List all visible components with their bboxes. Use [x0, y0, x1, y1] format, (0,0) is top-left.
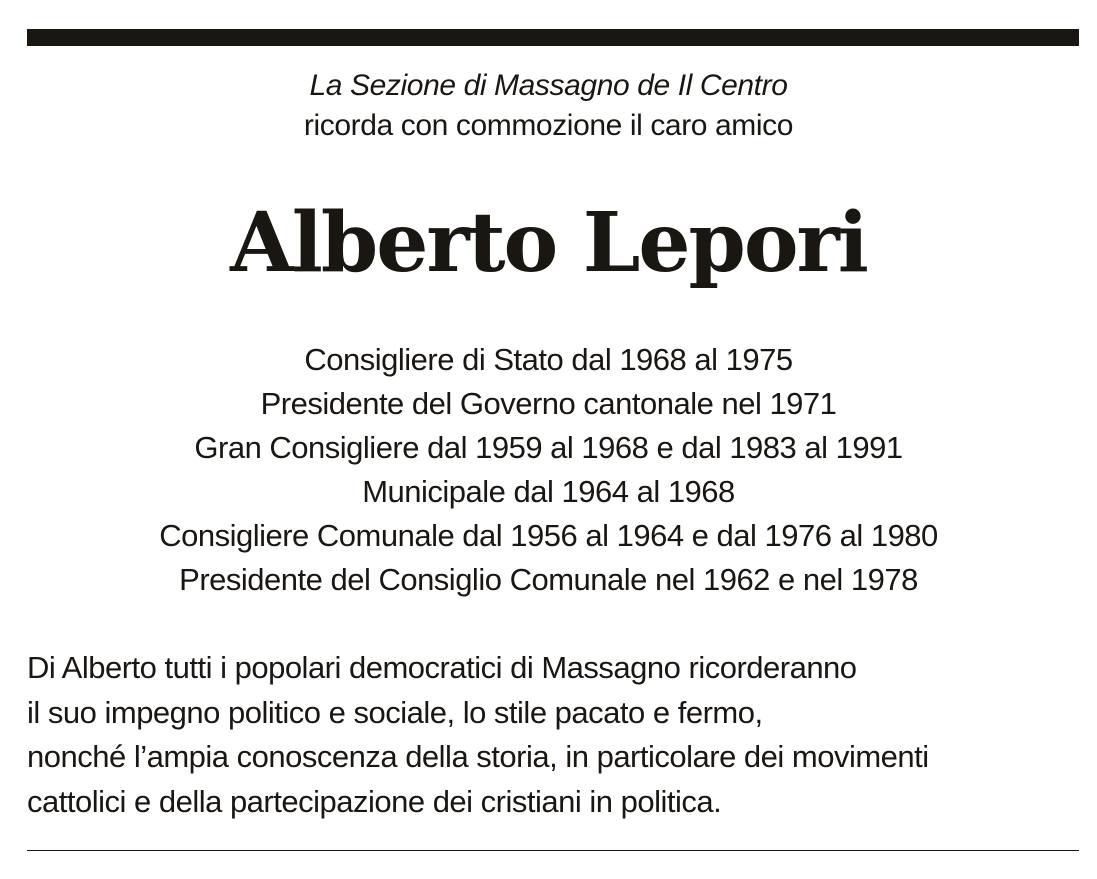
office-item: Gran Consigliere dal 1959 al 1968 e dal 1983 al 1991: [194, 430, 903, 465]
tribute-line: Di Alberto tutti i popolari democratici di Massagno ricorderanno: [27, 650, 857, 685]
office-item: Consigliere di Stato dal 1968 al 1975: [304, 342, 793, 377]
organization-line: La Sezione di Massagno de Il Centro: [309, 69, 788, 102]
deceased-name: Alberto Lepori: [230, 195, 867, 291]
office-item: Presidente del Governo cantonale nel 1971: [260, 386, 837, 421]
tribute-paragraph: [27, 646, 1079, 824]
office-item: Consigliere Comunale dal 1956 al 1964 e dal 1976 al 1980: [159, 518, 938, 553]
tribute-line: nonché l’ampia conoscenza della storia, in particolare dei movimenti: [27, 739, 929, 774]
offices-list: [0, 338, 1097, 602]
notice-header: [0, 66, 1097, 146]
tribute-line: il suo impegno politico e sociale, lo stile pacato e fermo,: [27, 694, 763, 730]
bottom-rule: [27, 850, 1079, 851]
office-item: Municipale dal 1964 al 1968: [362, 474, 735, 509]
tribute-line: cattolici e della partecipazione dei cristiani in politica.: [27, 783, 722, 819]
top-rule: [27, 29, 1079, 46]
intro-line: ricorda con commozione il caro amico: [303, 109, 794, 142]
office-item: Presidente del Consiglio Comunale nel 1962 e nel 1978: [179, 562, 918, 597]
